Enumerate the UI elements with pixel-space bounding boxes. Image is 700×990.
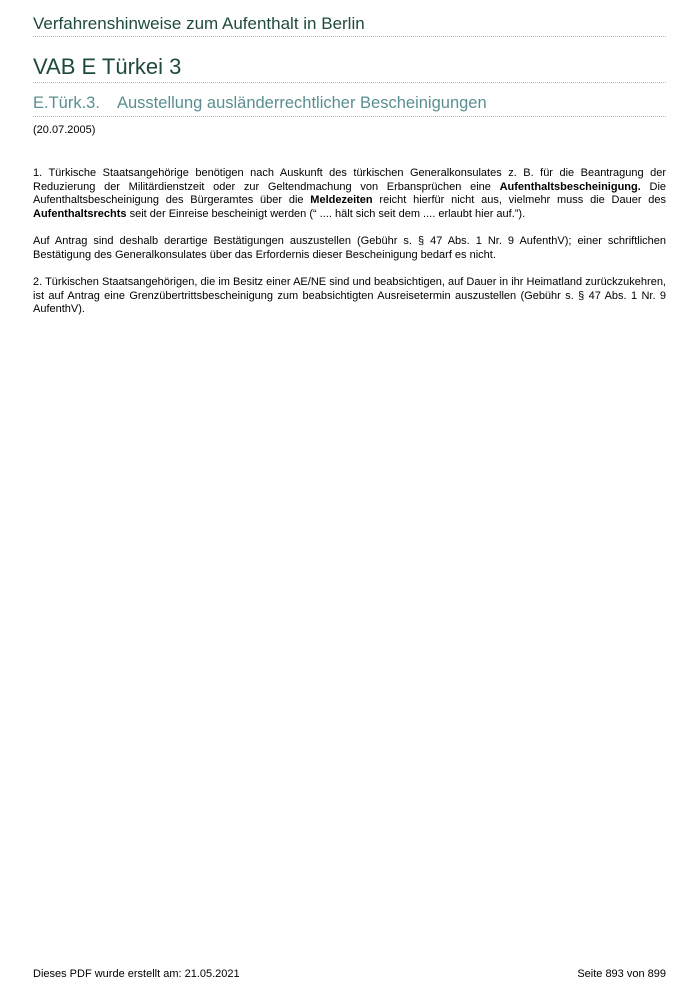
document-body <box>33 167 666 331</box>
paragraph-1-text-c: Die Aufenthaltsbescheinigung des Bürgeramtes über die <box>33 180 667 206</box>
paragraph-1 <box>33 167 666 221</box>
paragraph-3: 2. Türkischen Staatsangehörigen, die im Besitz einer AE/NE sind und beabsichtigen, auf Dauer in ihr Heimatland zurückzukehren, ist auf Antrag eine Grenzübertrittsbescheinigung zum beabsichtigten Ausreisetermin auszustellen (Gebühr s. § 47 Abs. 1 Nr. 9 AufenthV). <box>33 276 666 315</box>
paragraph-1-bold-3: Aufenthaltsrechts <box>33 207 127 220</box>
running-header: Verfahrenshinweise zum Aufenthalt in Berlin <box>33 14 365 33</box>
paragraph-1-text-a: 1. Türkische Staatsangehörige benötigen nach Auskunft des türkischen Generalkonsulates z. B. für die Beantragung der Reduzierung der Militärdienstzeit oder zur Geltendmachung von Erbansprüchen eine <box>33 167 666 193</box>
section-number: E.Türk.3. <box>33 94 100 112</box>
header-divider <box>33 36 666 37</box>
document-page <box>33 0 666 990</box>
paragraph-1-bold-1: Aufenthaltsbescheinigung. <box>499 180 641 193</box>
paragraph-2: Auf Antrag sind deshalb derartige Bestätigungen auszustellen (Gebühr s. § 47 Abs. 1 Nr. 9 AufenthV); einer schriftlichen Bestätigung des Generalkonsulates über das Erfordernis dieser Bescheinigung bedarf es nicht. <box>33 235 666 261</box>
paragraph-1-text-d: reicht hierfür nicht aus, vielmehr muss die Dauer des <box>372 194 666 206</box>
section-heading <box>33 92 487 114</box>
paragraph-1-text-e: seit der Einreise bescheinigt werden (“ .... hält sich seit dem .... erlaubt hier auf.”). <box>126 207 526 220</box>
section-title-text: Ausstellung ausländerrechtlicher Bescheinigungen <box>117 94 487 112</box>
footer-created-date: Dieses PDF wurde erstellt am: 21.05.2021 <box>33 968 240 980</box>
paragraph-1-bold-2: Meldezeiten <box>310 194 373 206</box>
section-divider <box>33 116 666 117</box>
document-date: (20.07.2005) <box>33 124 96 136</box>
title-divider <box>33 82 666 83</box>
document-title: VAB E Türkei 3 <box>33 54 182 79</box>
footer-page-number: Seite 893 von 899 <box>577 968 666 980</box>
